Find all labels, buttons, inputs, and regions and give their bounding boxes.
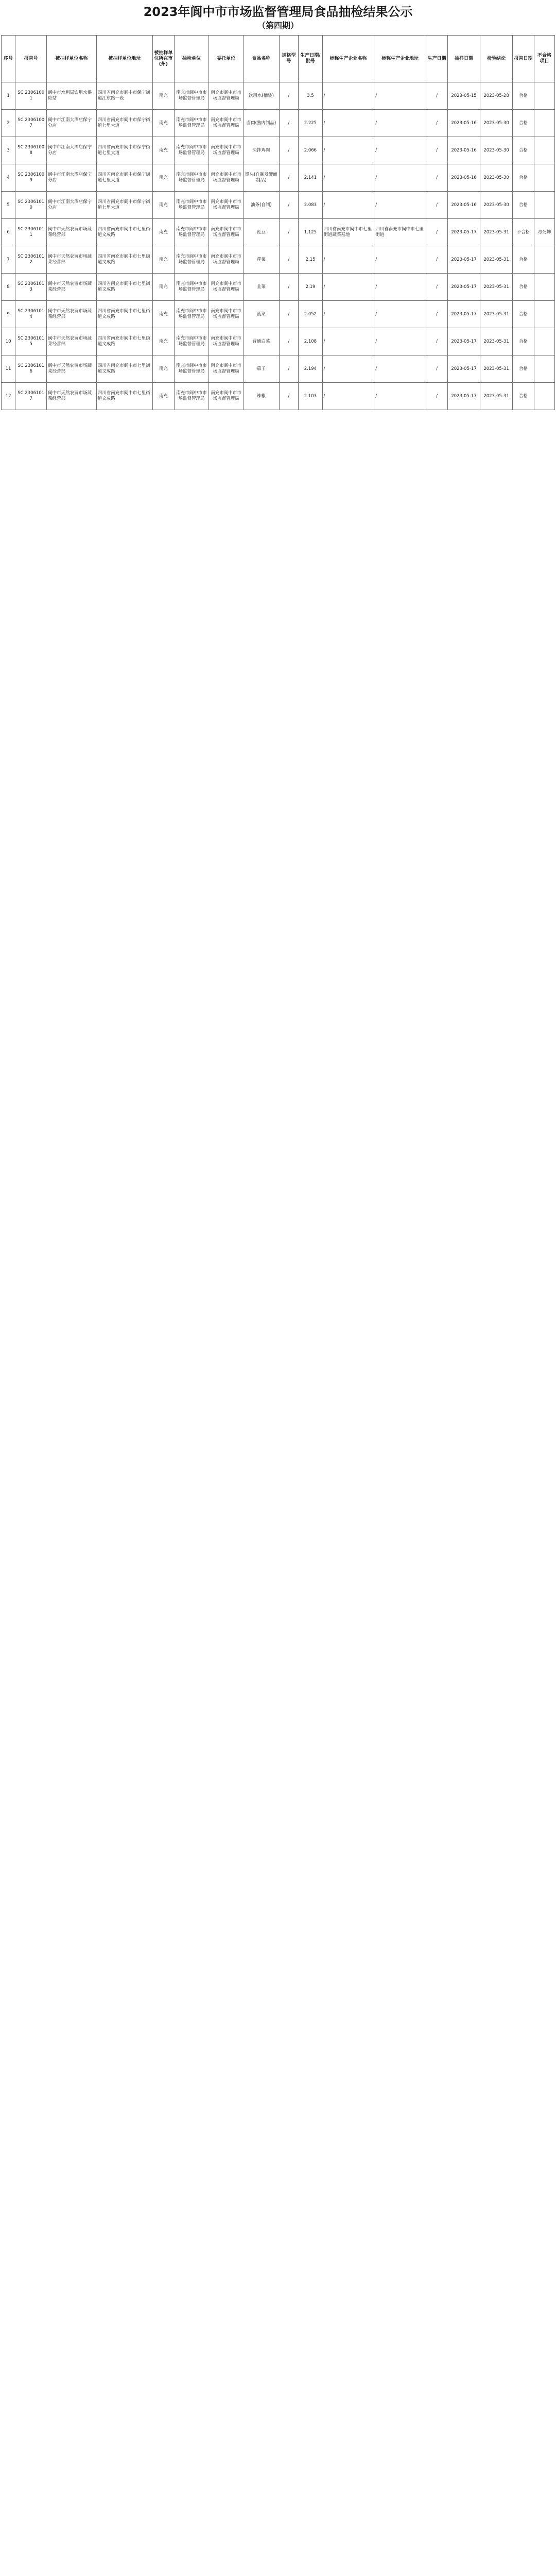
failed-item <box>534 137 555 164</box>
col-header: 标称生产企业名称 <box>322 36 374 82</box>
manufacturer-address: / <box>374 301 426 328</box>
table-row <box>2 110 555 137</box>
sampled-unit: 阆中市天然农贸市场蔬菜经营部 <box>47 246 97 274</box>
sampled-unit: 阆中市天然农贸市场蔬菜经营部 <box>47 383 97 410</box>
row-number: 5 <box>2 192 15 219</box>
test-result: 合格 <box>513 192 534 219</box>
failed-item <box>534 246 555 274</box>
failed-item: 毒死蜱 <box>534 219 555 246</box>
food-name: 凉拌鸡肉 <box>244 137 279 164</box>
col-header: 委托单位 <box>209 36 244 82</box>
manufacturer-name: 四川省南充市阆中市七里街道蔬菜基地 <box>322 219 374 246</box>
weight-value: 2.15 <box>299 246 322 274</box>
sampling-date: 2023-05-17 <box>448 355 480 383</box>
test-result: 合格 <box>513 301 534 328</box>
commission-org: 南充市阆中市市场监督管理局 <box>209 82 244 110</box>
manufacturer-name: / <box>322 110 374 137</box>
unit-address: 四川省南充市阆中市七里街道文成路 <box>96 301 152 328</box>
production-date: / <box>426 164 448 192</box>
unit-address: 四川省南充市阆中市保宁街道七里大道 <box>96 137 152 164</box>
unit-address: 四川省南充市阆中市七里街道文成路 <box>96 355 152 383</box>
commission-org: 南充市阆中市市场监督管理局 <box>209 110 244 137</box>
row-number: 3 <box>2 137 15 164</box>
specification: / <box>279 328 299 355</box>
col-header: 抽样日期 <box>448 36 480 82</box>
failed-item <box>534 301 555 328</box>
commission-org: 南充市阆中市市场监督管理局 <box>209 383 244 410</box>
food-name: 辣椒 <box>244 383 279 410</box>
failed-item <box>534 110 555 137</box>
page-subtitle: （第四期） <box>257 21 299 30</box>
specification: / <box>279 164 299 192</box>
row-number: 10 <box>2 328 15 355</box>
production-date: / <box>426 219 448 246</box>
food-name: 馒头(自制发酵面制品) <box>244 164 279 192</box>
test-result: 合格 <box>513 82 534 110</box>
sampled-unit: 阆中市江南大酒店保宁分店 <box>47 164 97 192</box>
table-row <box>2 219 555 246</box>
manufacturer-name: / <box>322 82 374 110</box>
city: 南充 <box>152 383 174 410</box>
report-date: 2023-05-31 <box>480 301 513 328</box>
unit-address: 四川省南充市阆中市七里街道文成路 <box>96 219 152 246</box>
commission-org: 南充市阆中市市场监督管理局 <box>209 301 244 328</box>
sampling-date: 2023-05-16 <box>448 192 480 219</box>
production-date: / <box>426 137 448 164</box>
sampled-unit: 阆中市水利局饮用水供应站 <box>47 82 97 110</box>
failed-item <box>534 164 555 192</box>
city: 南充 <box>152 82 174 110</box>
food-name: 卤肉(熟肉制品) <box>244 110 279 137</box>
food-name: 韭菜 <box>244 274 279 301</box>
sampling-date: 2023-05-15 <box>448 82 480 110</box>
report-number: SC 23061008 <box>15 137 47 164</box>
sampling-date: 2023-05-17 <box>448 301 480 328</box>
failed-item <box>534 383 555 410</box>
production-date: / <box>426 82 448 110</box>
report-number: SC 23061007 <box>15 110 47 137</box>
manufacturer-name: / <box>322 301 374 328</box>
manufacturer-address: / <box>374 82 426 110</box>
city: 南充 <box>152 246 174 274</box>
commission-org: 南充市阆中市市场监督管理局 <box>209 219 244 246</box>
specification: / <box>279 219 299 246</box>
inspection-org: 南充市阆中市市场监督管理局 <box>174 301 208 328</box>
table-row <box>2 246 555 274</box>
city: 南充 <box>152 219 174 246</box>
report-date: 2023-05-31 <box>480 383 513 410</box>
city: 南充 <box>152 355 174 383</box>
col-header: 生产日期/批号 <box>299 36 322 82</box>
specification: / <box>279 355 299 383</box>
sampled-unit: 阆中市天然农贸市场蔬菜经营部 <box>47 355 97 383</box>
weight-value: 2.225 <box>299 110 322 137</box>
failed-item <box>534 192 555 219</box>
inspection-org: 南充市阆中市市场监督管理局 <box>174 82 208 110</box>
city: 南充 <box>152 328 174 355</box>
col-header: 被抽样单位地址 <box>96 36 152 82</box>
commission-org: 南充市阆中市市场监督管理局 <box>209 328 244 355</box>
test-result: 合格 <box>513 328 534 355</box>
col-header: 抽检单位 <box>174 36 208 82</box>
manufacturer-name: / <box>322 274 374 301</box>
specification: / <box>279 82 299 110</box>
col-header: 报告号 <box>15 36 47 82</box>
production-date: / <box>426 301 448 328</box>
report-date: 2023-05-30 <box>480 110 513 137</box>
table-row <box>2 328 555 355</box>
sampling-date: 2023-05-16 <box>448 137 480 164</box>
unit-address: 四川省南充市阆中市保宁街道江东路一段 <box>96 82 152 110</box>
sampling-date: 2023-05-16 <box>448 164 480 192</box>
report-date: 2023-05-28 <box>480 82 513 110</box>
specification: / <box>279 274 299 301</box>
table-row <box>2 301 555 328</box>
specification: / <box>279 383 299 410</box>
table-row <box>2 274 555 301</box>
inspection-org: 南充市阆中市市场监督管理局 <box>174 246 208 274</box>
manufacturer-address: / <box>374 192 426 219</box>
inspection-org: 南充市阆中市市场监督管理局 <box>174 192 208 219</box>
row-number: 6 <box>2 219 15 246</box>
manufacturer-address: 四川省南充市阆中市七里街道 <box>374 219 426 246</box>
failed-item <box>534 82 555 110</box>
production-date: / <box>426 383 448 410</box>
col-header: 食品名称 <box>244 36 279 82</box>
production-date: / <box>426 246 448 274</box>
unit-address: 四川省南充市阆中市保宁街道七里大道 <box>96 164 152 192</box>
sampled-unit: 阆中市天然农贸市场蔬菜经营部 <box>47 328 97 355</box>
manufacturer-address: / <box>374 137 426 164</box>
report-number: SC 23061016 <box>15 355 47 383</box>
test-result: 合格 <box>513 274 534 301</box>
commission-org: 南充市阆中市市场监督管理局 <box>209 192 244 219</box>
manufacturer-name: / <box>322 383 374 410</box>
report-date: 2023-05-31 <box>480 246 513 274</box>
sampling-date: 2023-05-17 <box>448 328 480 355</box>
failed-item <box>534 355 555 383</box>
page-title: 2023年阆中市市场监督管理局食品抽检结果公示 <box>143 5 413 19</box>
city: 南充 <box>152 137 174 164</box>
manufacturer-address: / <box>374 110 426 137</box>
sampled-unit: 阆中市江南大酒店保宁分店 <box>47 137 97 164</box>
manufacturer-name: / <box>322 137 374 164</box>
manufacturer-address: / <box>374 328 426 355</box>
food-name: 茄子 <box>244 355 279 383</box>
food-name: 普通白菜 <box>244 328 279 355</box>
unit-address: 四川省南充市阆中市七里街道文成路 <box>96 274 152 301</box>
weight-value: 2.141 <box>299 164 322 192</box>
unit-address: 四川省南充市阆中市保宁街道七里大道 <box>96 110 152 137</box>
weight-value: 2.108 <box>299 328 322 355</box>
manufacturer-address: / <box>374 383 426 410</box>
report-number: SC 23061001 <box>15 82 47 110</box>
unit-address: 四川省南充市阆中市七里街道文成路 <box>96 246 152 274</box>
table-row <box>2 192 555 219</box>
report-date: 2023-05-31 <box>480 328 513 355</box>
food-name: 饮用水(桶装) <box>244 82 279 110</box>
specification: / <box>279 301 299 328</box>
sampled-unit: 阆中市天然农贸市场蔬菜经营部 <box>47 301 97 328</box>
commission-org: 南充市阆中市市场监督管理局 <box>209 164 244 192</box>
col-header: 被抽样单位所在市(州) <box>152 36 174 82</box>
weight-value: 2.066 <box>299 137 322 164</box>
manufacturer-name: / <box>322 355 374 383</box>
manufacturer-address: / <box>374 246 426 274</box>
weight-value: 2.052 <box>299 301 322 328</box>
sampling-date: 2023-05-17 <box>448 219 480 246</box>
table-row <box>2 355 555 383</box>
row-number: 7 <box>2 246 15 274</box>
specification: / <box>279 192 299 219</box>
report-number: SC 23061015 <box>15 328 47 355</box>
manufacturer-name: / <box>322 164 374 192</box>
city: 南充 <box>152 110 174 137</box>
results-table <box>1 35 555 410</box>
failed-item <box>534 328 555 355</box>
table-row <box>2 137 555 164</box>
row-number: 8 <box>2 274 15 301</box>
report-number: SC 23061012 <box>15 246 47 274</box>
test-result: 合格 <box>513 355 534 383</box>
city: 南充 <box>152 192 174 219</box>
sampled-unit: 阆中市江南大酒店保宁分店 <box>47 110 97 137</box>
production-date: / <box>426 192 448 219</box>
city: 南充 <box>152 301 174 328</box>
test-result: 合格 <box>513 383 534 410</box>
report-number: SC 23061014 <box>15 301 47 328</box>
sampling-date: 2023-05-17 <box>448 274 480 301</box>
weight-value: 1.125 <box>299 219 322 246</box>
row-number: 11 <box>2 355 15 383</box>
manufacturer-address: / <box>374 164 426 192</box>
col-header: 规格型号 <box>279 36 299 82</box>
row-number: 4 <box>2 164 15 192</box>
inspection-org: 南充市阆中市市场监督管理局 <box>174 328 208 355</box>
test-result: 合格 <box>513 137 534 164</box>
sampling-date: 2023-05-17 <box>448 246 480 274</box>
food-name: 芹菜 <box>244 246 279 274</box>
report-date: 2023-05-31 <box>480 274 513 301</box>
food-name: 油条(自制) <box>244 192 279 219</box>
inspection-org: 南充市阆中市市场监督管理局 <box>174 274 208 301</box>
col-header: 序号 <box>2 36 15 82</box>
row-number: 9 <box>2 301 15 328</box>
inspection-org: 南充市阆中市市场监督管理局 <box>174 355 208 383</box>
manufacturer-name: / <box>322 328 374 355</box>
specification: / <box>279 246 299 274</box>
commission-org: 南充市阆中市市场监督管理局 <box>209 355 244 383</box>
manufacturer-name: / <box>322 192 374 219</box>
manufacturer-name: / <box>322 246 374 274</box>
commission-org: 南充市阆中市市场监督管理局 <box>209 274 244 301</box>
weight-value: 2.194 <box>299 355 322 383</box>
sampled-unit: 阆中市江南大酒店保宁分店 <box>47 192 97 219</box>
inspection-org: 南充市阆中市市场监督管理局 <box>174 219 208 246</box>
manufacturer-address: / <box>374 274 426 301</box>
commission-org: 南充市阆中市市场监督管理局 <box>209 137 244 164</box>
table-row <box>2 164 555 192</box>
report-date: 2023-05-31 <box>480 219 513 246</box>
inspection-org: 南充市阆中市市场监督管理局 <box>174 164 208 192</box>
table-header-row <box>2 36 555 82</box>
commission-org: 南充市阆中市市场监督管理局 <box>209 246 244 274</box>
row-number: 12 <box>2 383 15 410</box>
failed-item <box>534 274 555 301</box>
table-body <box>2 82 555 410</box>
table-row <box>2 383 555 410</box>
unit-address: 四川省南充市阆中市保宁街道七里大道 <box>96 192 152 219</box>
sampled-unit: 阆中市天然农贸市场蔬菜经营部 <box>47 219 97 246</box>
col-header: 不合格项目 <box>534 36 555 82</box>
report-number: SC 23061010 <box>15 192 47 219</box>
production-date: / <box>426 274 448 301</box>
col-header: 被抽样单位名称 <box>47 36 97 82</box>
inspection-org: 南充市阆中市市场监督管理局 <box>174 137 208 164</box>
unit-address: 四川省南充市阆中市七里街道文成路 <box>96 328 152 355</box>
specification: / <box>279 137 299 164</box>
report-date: 2023-05-31 <box>480 355 513 383</box>
report-number: SC 23061017 <box>15 383 47 410</box>
report-date: 2023-05-30 <box>480 192 513 219</box>
test-result: 合格 <box>513 246 534 274</box>
city: 南充 <box>152 274 174 301</box>
col-header: 生产日期 <box>426 36 448 82</box>
sampling-date: 2023-05-16 <box>448 110 480 137</box>
city: 南充 <box>152 164 174 192</box>
manufacturer-address: / <box>374 355 426 383</box>
report-date: 2023-05-30 <box>480 164 513 192</box>
col-header: 检验结论 <box>480 36 513 82</box>
unit-address: 四川省南充市阆中市七里街道文成路 <box>96 383 152 410</box>
specification: / <box>279 110 299 137</box>
report-number: SC 23061013 <box>15 274 47 301</box>
production-date: / <box>426 355 448 383</box>
production-date: / <box>426 328 448 355</box>
col-header: 标称生产企业地址 <box>374 36 426 82</box>
sampled-unit: 阆中市天然农贸市场蔬菜经营部 <box>47 274 97 301</box>
row-number: 2 <box>2 110 15 137</box>
weight-value: 2.103 <box>299 383 322 410</box>
weight-value: 3.5 <box>299 82 322 110</box>
report-page <box>0 4 556 410</box>
test-result: 合格 <box>513 164 534 192</box>
row-number: 1 <box>2 82 15 110</box>
inspection-org: 南充市阆中市市场监督管理局 <box>174 110 208 137</box>
weight-value: 2.19 <box>299 274 322 301</box>
col-header: 报告日期 <box>513 36 534 82</box>
report-number: SC 23061011 <box>15 219 47 246</box>
sampling-date: 2023-05-17 <box>448 383 480 410</box>
test-result: 合格 <box>513 110 534 137</box>
report-number: SC 23061009 <box>15 164 47 192</box>
test-result: 不合格 <box>513 219 534 246</box>
table-row <box>2 82 555 110</box>
production-date: / <box>426 110 448 137</box>
food-name: 菠菜 <box>244 301 279 328</box>
weight-value: 2.083 <box>299 192 322 219</box>
inspection-org: 南充市阆中市市场监督管理局 <box>174 383 208 410</box>
report-date: 2023-05-30 <box>480 137 513 164</box>
food-name: 豇豆 <box>244 219 279 246</box>
